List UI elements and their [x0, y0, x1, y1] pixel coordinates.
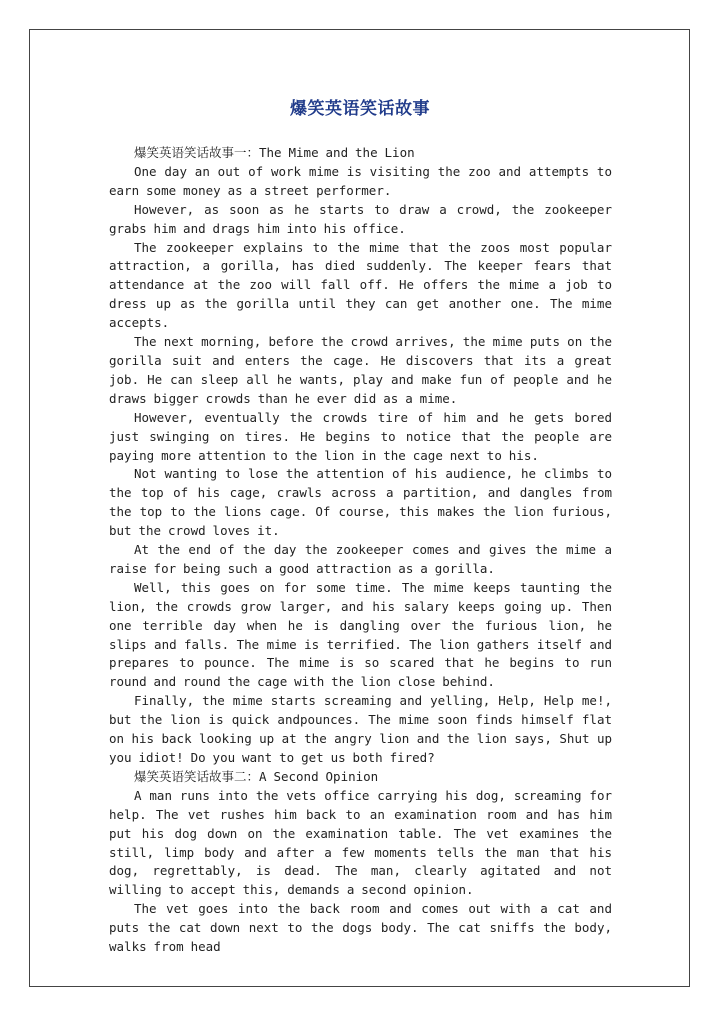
paragraph: The next morning, before the crowd arrives, the mime puts on the gorilla suit and enters the cage. He discovers that its a great job. He can sleep all he wants, play and make fun of people and he draws bigger crowds than he ever did as a mime. [109, 334, 612, 406]
story-heading: 爆笑英语笑话故事一：The Mime and the Lion [134, 145, 415, 160]
document-body [109, 144, 612, 957]
paragraph: The zookeeper explains to the mime that the zoos most popular attraction, a gorilla, has died suddenly. The keeper fears that attendance at the zoo will fall off. He offers the mime a job to dress up as the gorilla until they can get another one. The mime accepts. [109, 239, 612, 331]
paragraph: The vet goes into the back room and comes out with a cat and puts the cat down next to the dogs body. The cat sniffs the body, walks from head [109, 901, 612, 955]
page-title: 爆笑英语笑话故事 [290, 99, 430, 119]
paragraph: However, as soon as he starts to draw a crowd, the zookeeper grabs him and drags him into his office. [109, 201, 612, 236]
story-heading: 爆笑英语笑话故事二：A Second Opinion [134, 768, 379, 784]
paragraph: However, eventually the crowds tire of him and he gets bored just swinging on tires. He begins to notice that the people are paying more attention to the lion in the cage next to his. [109, 409, 612, 463]
paragraph: A man runs into the vets office carrying his dog, screaming for help. The vet rushes him back to an examination room and has him put his dog down on the examination table. The vet examines the still, limp body and after a few moments tells the man that his dog, regrettably, is dead. The man, clearly agitated and not willing to accept this, demands a second opinion. [109, 787, 612, 898]
paragraph: At the end of the day the zookeeper comes and gives the mime a raise for being such a good attraction as a gorilla. [109, 542, 612, 576]
paragraph: One day an out of work mime is visiting the zoo and attempts to earn some money as a street performer. [109, 163, 612, 198]
paragraph: Well, this goes on for some time. The mime keeps taunting the lion, the crowds grow larger, and his salary keeps going up. Then one terrible day when he is dangling over the furious lion, he slips and falls. The mime is terrified. The lion gathers itself and prepares to pounce. The mime is so scared that he begins to run round and round the cage with the lion close behind. [109, 579, 612, 690]
paragraph: Not wanting to lose the attention of his audience, he climbs to the top of his cage, crawls across a partition, and dangles from the top to the lions cage. Of course, this makes the lion furious, but the crowd loves it. [109, 466, 612, 539]
paragraph: Finally, the mime starts screaming and yelling, Help, Help me!, but the lion is quick andpounces. The mime soon finds himself flat on his back looking up at the angry lion and the lion says, Shut up you idiot! Do you want to get us both fired? [109, 693, 612, 765]
